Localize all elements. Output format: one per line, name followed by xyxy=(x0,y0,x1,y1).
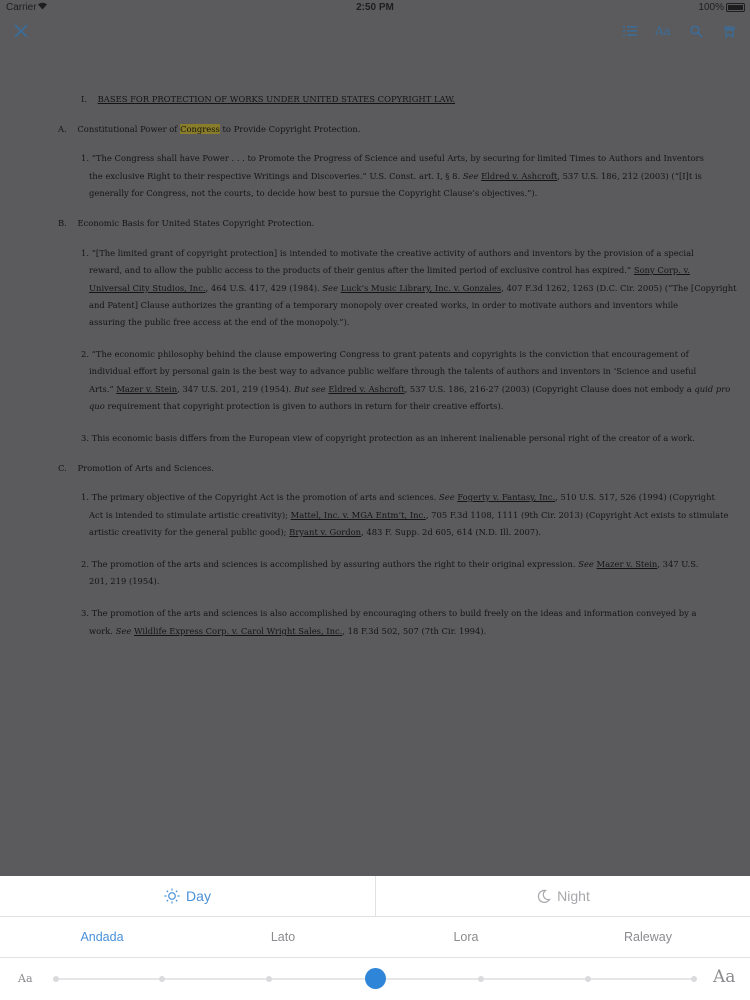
paragraph-line: the exclusive Right to their respective Writings and Discoveries.” U.S. Const. art. I, § 8. See Eldred v. Ashcroft, 537 U.S. 186, 212 (2003) (“[I]t is xyxy=(89,171,702,181)
search-button[interactable] xyxy=(685,20,707,42)
paragraph-line: 1. The primary objective of the Copyright Act is the promotion of arts and sciences. See Fogerty v. Fantasy, Inc., 510 U.S. 517, 526 (1994) (Copyright xyxy=(81,492,715,502)
font-option-andada[interactable]: Andada xyxy=(80,930,124,944)
case-link[interactable]: Mattel, Inc. v. MGA Entm’t, Inc. xyxy=(290,510,426,520)
increase-font-size-button[interactable]: Aa xyxy=(713,967,736,987)
reader-toolbar xyxy=(0,16,750,46)
moon-icon xyxy=(536,889,551,904)
font-size-slider[interactable] xyxy=(56,978,694,980)
search-highlight[interactable]: Congress xyxy=(180,124,220,134)
paragraph-line: artistic creativity for the general public good); Bryant v. Gordon, 483 F. Supp. 2d 605, 614 (N.D. Ill. 2007). xyxy=(89,527,542,537)
paragraph-line: Arts.” Mazer v. Stein, 347 U.S. 201, 219 (1954). But see Eldred v. Ashcroft, 537 U.S. 186, 216-27 (2003) (Copyright Clause does not embody a quid pro xyxy=(89,384,731,394)
font-settings-icon: Aa xyxy=(655,24,671,38)
paragraph-line: 3. This economic basis differs from the European view of copyright protection as an inherent inalienable personal right of the creator of a work. xyxy=(81,433,695,443)
paragraph-line: 1. “The Congress shall have Power . . . to Promote the Progress of Science and useful Arts, by securing for limited Times to Authors and Inventors xyxy=(81,153,704,163)
case-link[interactable]: Mazer v. Stein xyxy=(596,559,658,569)
paragraph-line: 1. “[The limited grant of copyright protection] is intended to motivate the creative activity of authors and inventors by the provision of a special xyxy=(81,248,694,258)
paragraph-line: generally for Congress, not the courts, to decide how best to pursue the Copyright Clause’s objectives.”). xyxy=(89,188,538,198)
reader-settings-panel xyxy=(0,876,750,1000)
section-a-heading: A. Constitutional Power of Congress to Provide Copyright Protection. xyxy=(58,124,361,134)
paragraph-line: and Patent] Clause authorizes the granting of a temporary monopoly over created works, in order to motivate authors and inventors while xyxy=(89,300,679,310)
font-option-lato[interactable]: Lato xyxy=(270,930,296,944)
bookmark-button[interactable] xyxy=(718,20,740,42)
paragraph-line: 201, 219 (1954). xyxy=(89,576,160,586)
font-option-lora[interactable]: Lora xyxy=(453,930,479,944)
section-b-heading: B. Economic Basis for United States Copyright Protection. xyxy=(58,218,315,228)
font-size-slider-knob[interactable] xyxy=(365,968,386,989)
font-size-slider-tick[interactable] xyxy=(53,976,59,982)
case-link[interactable]: Luck’s Music Library, Inc. v. Gonzales xyxy=(340,283,502,293)
heading-number: I. xyxy=(81,94,87,104)
section-c-heading: C. Promotion of Arts and Sciences. xyxy=(58,463,214,473)
font-size-slider-tick[interactable] xyxy=(266,976,272,982)
close-icon xyxy=(14,24,28,38)
theme-night-button[interactable] xyxy=(375,876,750,916)
toc-list-icon xyxy=(623,25,637,37)
paragraph-line: work. See Wildlife Express Corp. v. Carol Wright Sales, Inc., 18 F.3d 502, 507 (7th Cir. 1994). xyxy=(89,626,487,636)
font-size-slider-tick[interactable] xyxy=(585,976,591,982)
clock: 2:50 PM xyxy=(356,2,394,13)
theme-day-label: Day xyxy=(186,888,211,904)
heading-title: BASES FOR PROTECTION OF WORKS UNDER UNITED STATES COPYRIGHT LAW. xyxy=(97,94,456,104)
theme-day-button[interactable] xyxy=(0,876,375,916)
case-link[interactable]: Eldred v. Ashcroft xyxy=(481,171,558,181)
heading-line xyxy=(81,91,455,109)
document-page xyxy=(0,86,750,686)
paragraph-line: individual effort by personal gain is the best way to advance public welfare through the talents of authors and inventors in ‘Science and useful xyxy=(89,366,697,376)
paragraph-line: quo requirement that copyright protection is given to authors in return for their creative efforts). xyxy=(89,401,504,411)
carrier-label: Carrier xyxy=(6,2,37,13)
paragraph-line: 2. “The economic philosophy behind the clause empowering Congress to grant patents and copyrights is the conviction that encouragement of xyxy=(81,349,689,359)
theme-night-label: Night xyxy=(557,888,590,904)
theme-selector xyxy=(0,876,750,917)
sun-icon xyxy=(164,888,180,904)
font-settings-button[interactable] xyxy=(652,20,674,42)
decrease-font-size-button[interactable]: Aa xyxy=(18,972,33,985)
search-icon xyxy=(690,25,703,38)
battery-icon xyxy=(726,3,745,12)
case-link[interactable]: Sony Corp. v. xyxy=(633,265,690,275)
case-link[interactable]: Fogerty v. Fantasy, Inc. xyxy=(457,492,556,502)
font-size-control xyxy=(0,958,750,1000)
font-option-raleway[interactable]: Raleway xyxy=(624,930,672,944)
battery-percent: 100% xyxy=(698,2,724,13)
case-link[interactable]: Universal City Studios, Inc. xyxy=(89,283,206,293)
paragraph-line: Act is intended to stimulate artistic creativity); Mattel, Inc. v. MGA Entm’t, Inc., 705 F.3d 1108, 1111 (9th Cir. 2013) (Copyright Act exists to stimulate xyxy=(89,510,729,520)
paragraph-line: Universal City Studios, Inc., 464 U.S. 417, 429 (1984). See Luck’s Music Library, Inc. v. Gonzales, 407 F.3d 1262, 1263 (D.C. Cir. 2005) (“The [Copyright xyxy=(89,283,737,293)
paragraph-line: reward, and to allow the public access to the products of their genius after the limited period of exclusive control has expired.” Sony Corp. v. xyxy=(89,265,690,275)
case-link[interactable]: Mazer v. Stein xyxy=(116,384,178,394)
close-button[interactable] xyxy=(10,20,32,42)
paragraph-line: 3. The promotion of the arts and sciences is also accomplished by encouraging others to build freely on the ideas and information conveyed by a xyxy=(81,608,697,618)
paragraph-line: 2. The promotion of the arts and sciences is accomplished by assuring authors the right to their original expression. See Mazer v. Stein, 347 U.S. xyxy=(81,559,699,569)
font-size-slider-tick[interactable] xyxy=(691,976,697,982)
case-link[interactable]: Eldred v. Ashcroft xyxy=(328,384,405,394)
case-link[interactable]: Wildlife Express Corp. v. Carol Wright Sales, Inc. xyxy=(133,626,343,636)
font-family-selector xyxy=(0,917,750,958)
font-size-slider-tick[interactable] xyxy=(159,976,165,982)
bookmark-icon xyxy=(723,25,736,38)
case-link[interactable]: Bryant v. Gordon xyxy=(289,527,362,537)
status-bar xyxy=(0,0,750,16)
table-of-contents-button[interactable] xyxy=(619,20,641,42)
paragraph-line: assuring the public free access at the end of the monopoly.”). xyxy=(89,317,350,327)
font-size-slider-tick[interactable] xyxy=(478,976,484,982)
